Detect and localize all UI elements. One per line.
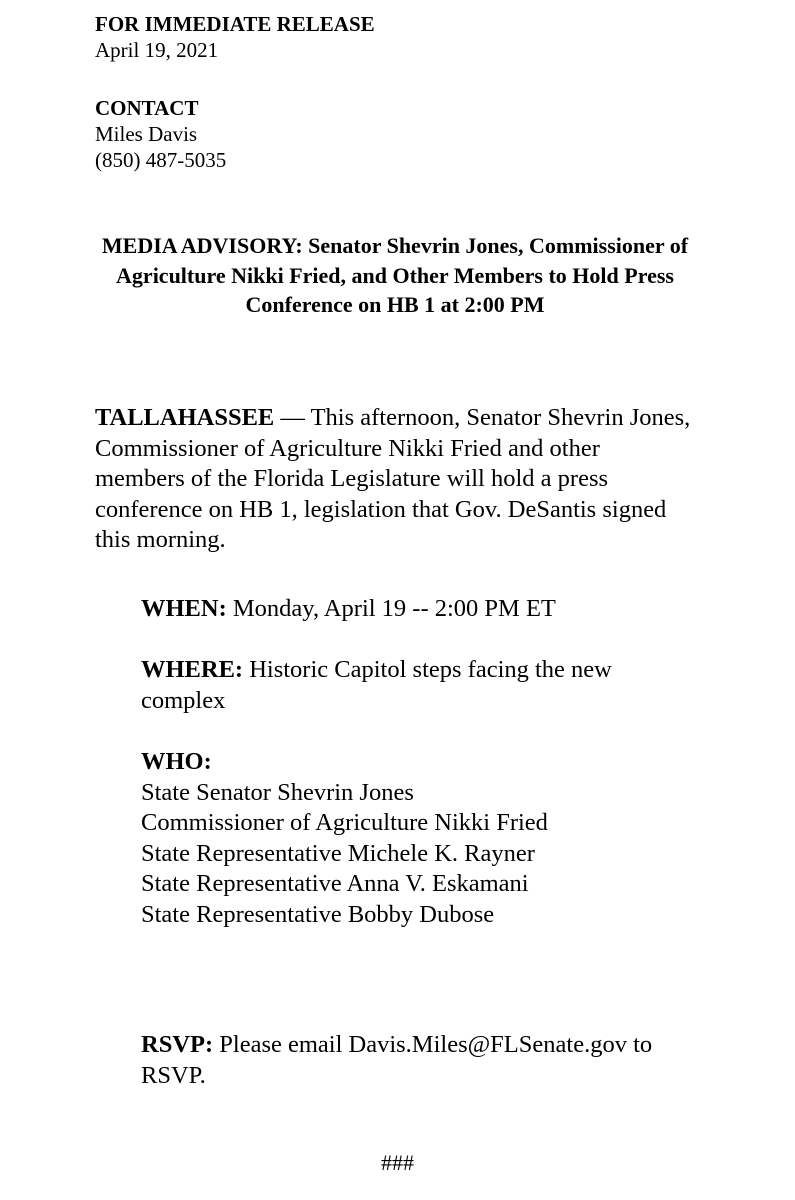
who-list xyxy=(141,778,701,931)
dateline: TALLAHASSEE xyxy=(95,404,275,431)
body-text: — This afternoon, Senator Shevrin Jones, Commissioner of Agriculture Nikki Fried and other members of the Florida Legislature will hold a press conference on HB 1, legislation that Gov. DeSantis signed this morning. xyxy=(95,404,691,553)
when-label: WHEN: xyxy=(141,595,227,622)
who-list-item: State Senator Shevrin Jones xyxy=(141,778,414,806)
rsvp-label: RSVP: xyxy=(141,1031,214,1058)
contact-block xyxy=(95,95,226,173)
rsvp-line xyxy=(141,1030,701,1091)
who-label: WHO: xyxy=(141,748,212,775)
headline: MEDIA ADVISORY: Senator Shevrin Jones, Commissioner of Agriculture Nikki Fried, and Other Members to Hold Press Conference on HB 1 at 2:00 PM xyxy=(101,233,689,317)
where-label: WHERE: xyxy=(141,656,244,683)
contact-label: CONTACT xyxy=(95,96,199,120)
when-line xyxy=(141,594,701,625)
who-list-item: State Representative Anna V. Eskamani xyxy=(141,870,529,897)
who-list-item: Commissioner of Agriculture Nikki Fried xyxy=(141,809,548,836)
release-label: FOR IMMEDIATE RELEASE xyxy=(95,12,375,36)
body-paragraph xyxy=(95,403,695,556)
release-date: April 19, 2021 xyxy=(95,38,219,62)
when-value: Monday, April 19 -- 2:00 PM ET xyxy=(226,595,556,622)
who-list-item: State Representative Michele K. Rayner xyxy=(141,839,535,867)
rsvp-value: Please email Davis.Miles@FLSenate.gov to RSVP. xyxy=(141,1031,653,1089)
contact-phone: (850) 487-5035 xyxy=(95,148,227,172)
where-line xyxy=(141,655,701,716)
who-list-item: State Representative Bobby Dubose xyxy=(141,900,495,928)
end-mark: ### xyxy=(381,1150,414,1175)
release-block xyxy=(95,11,375,63)
where-value: Historic Capitol steps facing the new complex xyxy=(141,656,612,714)
who-section xyxy=(141,747,701,930)
contact-name: Miles Davis xyxy=(95,122,198,146)
